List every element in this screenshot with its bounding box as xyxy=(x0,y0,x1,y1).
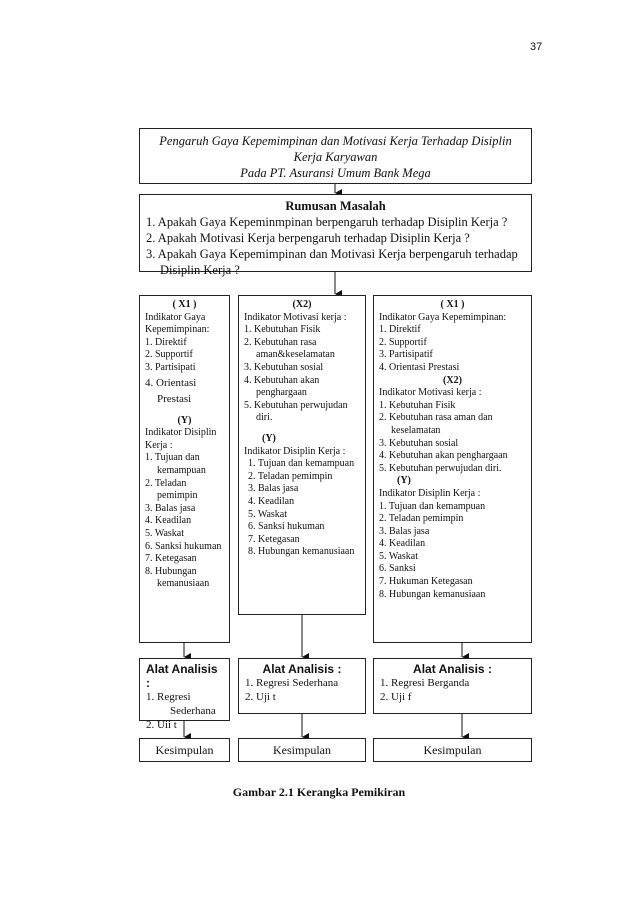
alat-analisis-1 xyxy=(139,658,230,731)
list-item: 1. Tujuan dan kemampuan xyxy=(248,458,355,470)
title-line-2: Kerja Karyawan xyxy=(293,150,378,164)
page-number: 37 xyxy=(530,41,543,53)
col3-heading-x1: ( X1 ) xyxy=(440,299,465,310)
rumusan-heading: Rumusan Masalah xyxy=(285,199,386,213)
col2-heading-x2: (X2) xyxy=(292,299,312,310)
list-item: 4. Keadilan xyxy=(379,538,426,550)
kesimpulan-2: Kesimpulan xyxy=(238,738,366,762)
kesimpulan-3: Kesimpulan xyxy=(373,738,532,762)
list-item: 4. Keadilan xyxy=(248,495,295,507)
rumusan-masalah-box xyxy=(139,194,532,277)
alat-analisis-heading: Alat Analisis : xyxy=(262,662,342,676)
list-item: 4. Kebutuhan akan penghargaan xyxy=(244,374,320,399)
list-item: 1. Kebutuhan Fisik xyxy=(244,324,321,336)
col3-label-x2: Indikator Motivasi kerja : xyxy=(379,387,482,399)
list-item: 1. Regresi Sederhana xyxy=(146,691,216,717)
alat-analisis-heading: Alat Analisis : xyxy=(413,662,492,676)
list-item: 1. Direktif xyxy=(145,336,187,348)
list-item: 2. Teladan pemimpin xyxy=(379,513,464,525)
list-item: 5. Waskat xyxy=(379,550,419,562)
list-item: 7. Hukuman Ketegasan xyxy=(379,576,473,588)
col3-label-y: Indikator Disiplin Kerja : xyxy=(379,487,481,499)
alat-analisis-2 xyxy=(238,658,366,714)
col1-label-x1: Indikator Gaya Kepemimpinan: xyxy=(145,311,210,336)
list-item: 4. Keadilan xyxy=(145,515,192,527)
col3-heading-x2: (X2) xyxy=(443,374,462,386)
list-item: 4. Kebutuhan akan penghargaan xyxy=(379,450,508,462)
rumusan-item: 1. Apakah Gaya Kepeminmpinan berpengaruh terhadap Disiplin Kerja ? xyxy=(146,215,508,229)
list-item: 2. Supportif xyxy=(145,349,193,361)
list-item: 3. Balas jasa xyxy=(248,483,299,495)
title-line-3: Pada PT. Asuransi Umum Bank Mega xyxy=(240,166,431,180)
list-item: 2. Uji f xyxy=(380,691,412,703)
list-item: 5. Kebutuhan perwujudan diri. xyxy=(379,462,502,474)
col3-label-x1: Indikator Gaya Kepemimpinan: xyxy=(379,311,507,323)
list-item: 3. Kebutuhan sosial xyxy=(244,361,324,373)
list-item: 3. Partisipati xyxy=(145,361,196,373)
rumusan-item: 3. Apakah Gaya Kepemimpinan dan Motivasi Kerja berpengaruh terhadap Disiplin Kerja ? xyxy=(146,247,518,277)
list-item: 2. Uji t xyxy=(245,691,276,703)
col3-heading-y: (Y) xyxy=(397,475,411,487)
list-item: 2. Supportif xyxy=(379,336,427,348)
alat-analisis-heading: Alat Analisis : xyxy=(146,662,218,690)
list-item: 2. Kebutuhan rasa aman dan keselamatan xyxy=(379,412,493,436)
column-x1 xyxy=(139,295,230,643)
alat-analisis-3 xyxy=(373,658,532,714)
list-item: 4. Orientasi Prestasi xyxy=(145,376,197,405)
title-box xyxy=(139,128,532,184)
list-item: 1. Tujuan dan kemampuan xyxy=(379,500,486,512)
kesimpulan-1: Kesimpulan xyxy=(139,738,230,762)
col2-label-x2: Indikator Motivasi kerja : xyxy=(244,311,347,323)
rumusan-item: 2. Apakah Motivasi Kerja berpengaruh terhadap Disiplin Kerja ? xyxy=(146,231,470,245)
title-line-1: Pengaruh Gaya Kepemimpinan dan Motivasi Kerja Terhadap Disiplin xyxy=(159,134,512,148)
list-item: 5. Kebutuhan perwujudan diri. xyxy=(244,399,348,424)
list-item: 1. Regresi Sederhana xyxy=(245,677,339,689)
col2-heading-y: (Y) xyxy=(262,432,276,444)
list-item: 3. Balas jasa xyxy=(145,502,196,514)
list-item: 8. Hubungan kemanusiaan xyxy=(248,546,355,558)
list-item: 2. Uii t xyxy=(146,719,177,731)
figure-caption: Gambar 2.1 Kerangka Pemikiran xyxy=(232,785,406,799)
list-item: 1. Kebutuhan Fisik xyxy=(379,399,456,411)
list-item: 7. Ketegasan xyxy=(145,553,197,565)
col1-heading-y: (Y) xyxy=(177,414,192,426)
col2-label-y: Indikator Disiplin Kerja : xyxy=(244,445,346,457)
list-item: 8. Hubungan kemanusiaan xyxy=(379,588,486,600)
list-item: 8. Hubungan kemanusiaan xyxy=(145,565,210,590)
list-item: 6. Sanksi xyxy=(379,563,416,575)
list-item: 6. Sanksi hukuman xyxy=(248,521,325,533)
list-item: 2. Teladan pemimpin xyxy=(145,477,198,502)
list-item: 3. Kebutuhan sosial xyxy=(379,437,459,449)
list-item: 5. Waskat xyxy=(248,508,288,520)
col1-label-y: Indikator Disiplin Kerja : xyxy=(145,427,217,451)
list-item: 7. Ketegasan xyxy=(248,533,300,545)
list-item: 3. Balas jasa xyxy=(379,525,430,537)
list-item: 1. Direktif xyxy=(379,324,421,336)
column-x2 xyxy=(238,295,366,615)
list-item: 1. Regresi Berganda xyxy=(380,677,470,689)
list-item: 6. Sanksi hukuman xyxy=(145,540,222,552)
list-item: 3. Partisipatif xyxy=(379,349,433,361)
list-item: 5. Waskat xyxy=(145,527,185,539)
list-item: 4. Orientasi Prestasi xyxy=(379,361,460,373)
list-item: 2. Kebutuhan rasa aman&keselamatan xyxy=(244,336,335,361)
col1-heading-x1: ( X1 ) xyxy=(172,299,197,310)
column-x1-x2 xyxy=(373,295,532,643)
list-item: 1. Tujuan dan kemampuan xyxy=(145,452,206,476)
list-item: 2. Teladan pemimpin xyxy=(248,470,333,482)
